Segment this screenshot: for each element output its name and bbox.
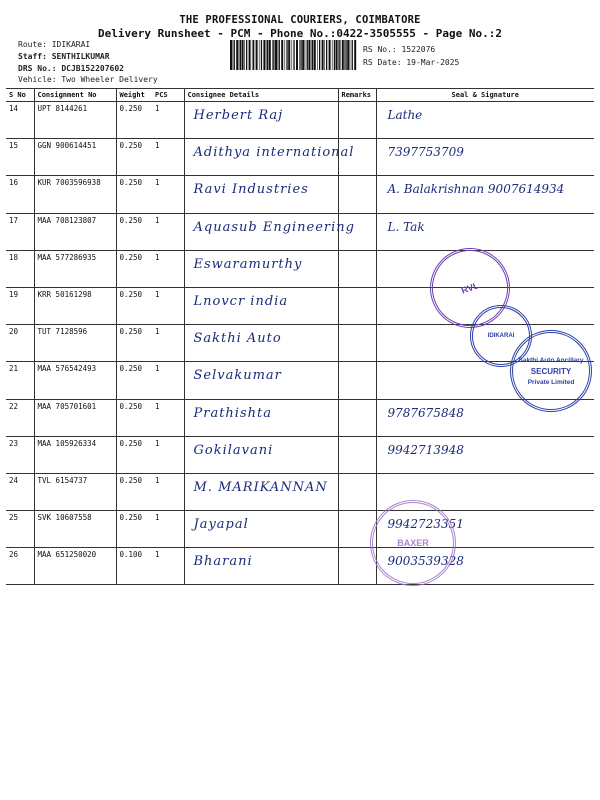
company-title: THE PROFESSIONAL COURIERS, COIMBATORE <box>179 14 421 26</box>
row-sno: 21 <box>6 362 34 399</box>
signature-cell <box>376 213 594 250</box>
barcode-bar <box>263 40 265 70</box>
row-pcs: 1 <box>152 436 184 473</box>
row-remarks <box>338 176 376 213</box>
staff-label: Staff: SENTHILKUMAR <box>18 52 110 61</box>
col-weight: Weight <box>116 89 152 102</box>
barcode-bar <box>244 40 245 70</box>
row-remarks <box>338 325 376 362</box>
row-consignment: UPT 8144261 <box>34 102 116 139</box>
row-sno: 23 <box>6 436 34 473</box>
consignee-name: Lnovcr india <box>193 293 289 309</box>
consignee-cell <box>184 287 338 324</box>
barcode-bar <box>324 40 325 70</box>
consignee-cell <box>184 176 338 213</box>
row-pcs: 1 <box>152 362 184 399</box>
barcode-bar <box>278 40 279 70</box>
row-sno: 26 <box>6 548 34 585</box>
table-row <box>6 139 594 176</box>
row-consignment: TUT 7128596 <box>34 325 116 362</box>
row-sno: 18 <box>6 250 34 287</box>
signature: 9942723351 <box>387 517 464 532</box>
barcode-bar <box>272 40 273 70</box>
row-weight: 0.250 <box>116 436 152 473</box>
signature: 9942713948 <box>387 442 464 457</box>
signature-cell <box>376 139 594 176</box>
barcode-bar <box>317 40 318 70</box>
barcode-bar <box>242 40 244 70</box>
row-sno: 22 <box>6 399 34 436</box>
sakthi-stamp-top: Sakthi Auto Ancillary <box>518 356 584 364</box>
rs-number: RS No.: 1522076 <box>363 45 436 54</box>
barcode-bar <box>302 40 304 70</box>
row-sno: 17 <box>6 213 34 250</box>
barcode-bar <box>338 40 339 70</box>
barcode-bar <box>236 40 238 70</box>
barcode-bar <box>246 40 247 70</box>
row-consignment: KRR 50161298 <box>34 287 116 324</box>
signature-cell <box>376 102 594 139</box>
row-consignment: MAA 708123807 <box>34 213 116 250</box>
barcode-bar <box>319 40 320 70</box>
barcode-bar <box>339 40 340 70</box>
row-consignment: MAA 577286935 <box>34 250 116 287</box>
consignee-name: Aquasub Engineering <box>193 219 355 235</box>
row-pcs: 1 <box>152 250 184 287</box>
table-row <box>6 176 594 213</box>
row-consignment: KUR 7003596938 <box>34 176 116 213</box>
rvl-stamp-text: RVL <box>459 280 481 296</box>
idikarai-stamp-text: IDIKARAI <box>487 333 515 339</box>
row-pcs: 1 <box>152 102 184 139</box>
consignee-cell <box>184 548 338 585</box>
barcode-bar <box>322 40 324 70</box>
row-consignment: SVK 10607558 <box>34 511 116 548</box>
consignee-name: Selvakumar <box>193 368 282 384</box>
barcode-bar <box>286 40 287 70</box>
barcode-bar <box>275 40 277 70</box>
consignee-name: Sakthi Auto <box>193 331 282 347</box>
row-remarks <box>338 102 376 139</box>
row-remarks <box>338 250 376 287</box>
barcode-bar <box>281 40 283 70</box>
row-sno: 25 <box>6 511 34 548</box>
row-consignment: TVL 6154737 <box>34 473 116 510</box>
baxer-stamp-text: BAXER <box>397 538 429 548</box>
barcode-bar <box>296 40 298 70</box>
barcode-bar <box>240 40 241 70</box>
consignee-cell <box>184 399 338 436</box>
barcode-bar <box>345 40 346 70</box>
barcode-bar <box>253 40 254 70</box>
route-label: Route: IDIKARAI <box>18 40 91 49</box>
barcode-bar <box>292 40 293 70</box>
consignee-name: Ravi Industries <box>193 182 309 198</box>
row-consignment: MAA 105926334 <box>34 436 116 473</box>
barcode-bar <box>288 40 290 70</box>
col-sno: S No <box>6 89 34 102</box>
col-consignee: Consignee Details <box>184 89 338 102</box>
barcode-bar <box>266 40 267 70</box>
row-remarks <box>338 436 376 473</box>
consignee-cell <box>184 102 338 139</box>
row-weight: 0.250 <box>116 250 152 287</box>
barcode-bar <box>239 40 240 70</box>
row-pcs: 1 <box>152 473 184 510</box>
barcode-bar <box>350 40 351 70</box>
consignee-cell <box>184 213 355 250</box>
barcode-bar <box>336 40 338 70</box>
consignee-cell <box>184 511 338 548</box>
consignee-name: M. MARIKANNAN <box>193 479 328 495</box>
barcode-bar <box>347 40 349 70</box>
drs-label: DRS No.: DCJB152207602 <box>18 64 124 73</box>
table-row <box>6 102 594 139</box>
row-consignment: MAA 576542493 <box>34 362 116 399</box>
row-remarks <box>338 399 376 436</box>
row-weight: 0.100 <box>116 548 152 585</box>
table-row <box>6 399 594 436</box>
signature: A. Balakrishnan 9007614934 <box>387 182 565 197</box>
barcode-bar <box>299 40 300 70</box>
table-header-row <box>6 89 594 102</box>
row-remarks <box>338 473 376 510</box>
row-weight: 0.250 <box>116 511 152 548</box>
row-sno: 14 <box>6 102 34 139</box>
row-pcs: 1 <box>152 176 184 213</box>
table-row <box>6 362 594 399</box>
col-remarks: Remarks <box>338 89 376 102</box>
consignee-cell <box>184 250 338 287</box>
barcode-bar <box>308 40 310 70</box>
barcode-bar <box>354 40 356 70</box>
row-sno: 15 <box>6 139 34 176</box>
row-remarks <box>338 287 376 324</box>
row-weight: 0.250 <box>116 287 152 324</box>
table-row <box>6 213 594 250</box>
table-row <box>6 473 594 510</box>
consignee-cell <box>184 473 338 510</box>
consignee-name: Jayapal <box>193 517 249 533</box>
signature: 9003539328 <box>387 554 464 569</box>
row-pcs: 1 <box>152 139 184 176</box>
signature-cell <box>376 436 594 473</box>
col-consignment: Consignment No <box>34 89 116 102</box>
barcode-bar <box>279 40 280 70</box>
barcode-bar <box>334 40 335 70</box>
consignee-name: Eswaramurthy <box>193 256 303 272</box>
consignee-cell <box>184 362 338 399</box>
table-row <box>6 511 594 548</box>
barcode-bar <box>256 40 258 70</box>
barcode-bar <box>312 40 313 70</box>
col-seal: Seal & Signature <box>376 89 594 102</box>
barcode-bar <box>332 40 333 70</box>
barcode-bar <box>234 40 235 70</box>
barcode-bar <box>352 40 353 70</box>
barcode-bar <box>252 40 253 70</box>
consignee-name: Herbert Raj <box>193 108 284 123</box>
signature: Lathe <box>387 108 423 122</box>
row-consignment: GGN 900614451 <box>34 139 116 176</box>
row-pcs: 1 <box>152 325 184 362</box>
barcode-bar <box>311 40 312 70</box>
consignee-name: Bharani <box>193 554 253 570</box>
row-sno: 19 <box>6 287 34 324</box>
col-pcs: PCS <box>152 89 184 102</box>
row-weight: 0.250 <box>116 213 152 250</box>
barcode-bar <box>329 40 331 70</box>
signature: 7397753709 <box>387 145 464 160</box>
vehicle-label: Vehicle: Two Wheeler Delivery <box>18 75 158 84</box>
table-row <box>6 548 594 585</box>
row-pcs: 1 <box>152 287 184 324</box>
barcode-bar <box>230 40 232 70</box>
barcode-bar <box>314 40 316 70</box>
barcode-bar <box>326 40 327 70</box>
row-remarks <box>338 362 376 399</box>
row-weight: 0.250 <box>116 102 152 139</box>
barcode-bar <box>342 40 344 70</box>
consignee-cell <box>184 139 355 176</box>
barcode-bar <box>307 40 308 70</box>
barcode-bar <box>269 40 271 70</box>
row-consignment: MAA 705701601 <box>34 399 116 436</box>
consignee-name: Prathishta <box>193 405 272 421</box>
row-weight: 0.250 <box>116 139 152 176</box>
barcode-bar <box>273 40 274 70</box>
row-pcs: 1 <box>152 548 184 585</box>
row-weight: 0.250 <box>116 399 152 436</box>
row-sno: 20 <box>6 325 34 362</box>
table-row <box>6 436 594 473</box>
consignee-name: Gokilavani <box>193 442 274 458</box>
barcode-bar <box>300 40 301 70</box>
idikarai-stamp <box>470 305 532 367</box>
row-weight: 0.250 <box>116 325 152 362</box>
baxer-stamp <box>370 500 456 586</box>
row-sno: 24 <box>6 473 34 510</box>
consignee-cell <box>184 325 338 362</box>
barcode-bar <box>267 40 268 70</box>
row-weight: 0.250 <box>116 176 152 213</box>
signature-cell <box>376 176 594 213</box>
row-consignment: MAA 651250020 <box>34 548 116 585</box>
runsheet-subtitle: Delivery Runsheet - PCM - Phone No.:0422-3505555 - Page No.:2 <box>98 27 502 40</box>
row-pcs: 1 <box>152 511 184 548</box>
barcode-bar <box>344 40 345 70</box>
barcode-bar <box>259 40 260 70</box>
sakthi-stamp-bottom: Private Limited <box>527 378 575 386</box>
consignee-name: Adithya international <box>193 145 355 161</box>
signature: 9787675848 <box>387 405 464 420</box>
barcode-bar <box>249 40 251 70</box>
sakthi-stamp-center: SECURITY <box>530 366 572 376</box>
barcode <box>230 40 358 70</box>
rs-date: RS Date: 19-Mar-2025 <box>363 58 460 67</box>
barcode-bar <box>293 40 294 70</box>
row-weight: 0.250 <box>116 362 152 399</box>
barcode-bar <box>285 40 286 70</box>
row-sno: 16 <box>6 176 34 213</box>
barcode-bar <box>305 40 306 70</box>
row-weight: 0.250 <box>116 473 152 510</box>
barcode-bar <box>233 40 234 70</box>
row-pcs: 1 <box>152 213 184 250</box>
barcode-bar <box>261 40 262 70</box>
signature: L. Tak <box>387 219 425 234</box>
consignee-cell <box>184 436 338 473</box>
row-pcs: 1 <box>152 399 184 436</box>
